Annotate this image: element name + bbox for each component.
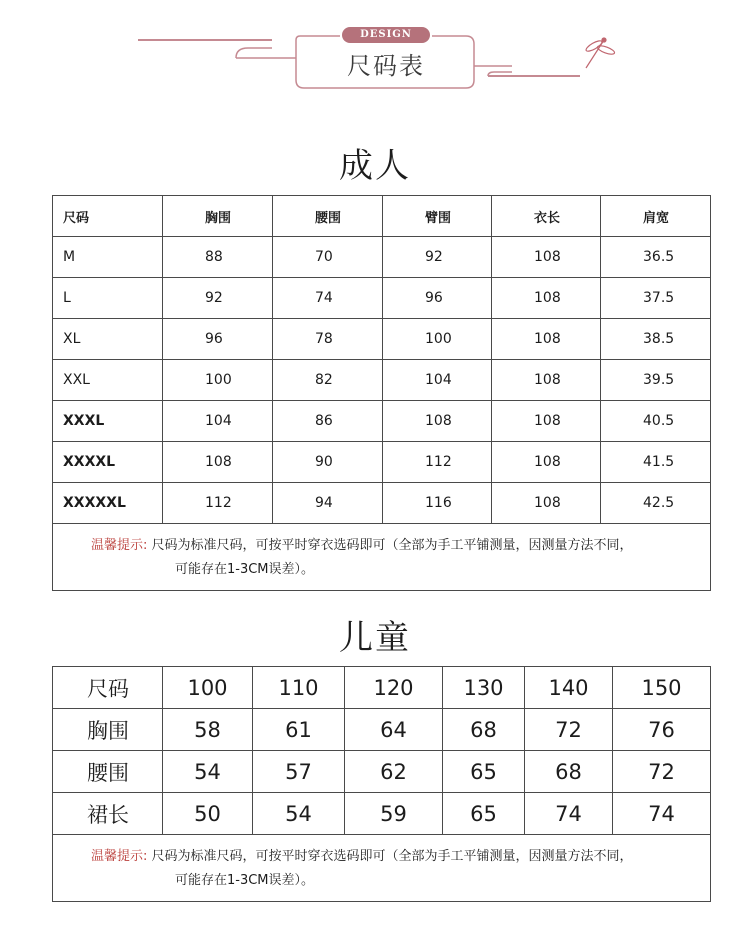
measurement-cell: 65 [443,751,525,793]
table-row [53,483,711,524]
row-label: 腰围 [53,751,163,793]
size-label: XXXL [53,401,163,442]
measurement-cell: 108 [492,237,601,278]
measurement-cell: 54 [253,793,345,835]
measurement-cell: 112 [383,442,492,483]
measurement-cell: 61 [253,709,345,751]
measurement-cell: 42.5 [601,483,711,524]
size-label: XXL [53,360,163,401]
note-text-continued: 可能存在1-3CM误差）。 [175,562,315,577]
note-label: 温馨提示: [91,849,148,864]
measurement-cell: 54 [163,751,253,793]
row-label: 裙长 [53,793,163,835]
column-header: 尺码 [53,196,163,237]
measurement-cell: 86 [273,401,383,442]
table-row [53,751,711,793]
measurement-cell: 94 [273,483,383,524]
size-tip-note [53,835,711,902]
measurement-cell: 108 [492,360,601,401]
measurement-cell: 74 [273,278,383,319]
measurement-cell: 39.5 [601,360,711,401]
measurement-cell: 65 [443,793,525,835]
column-header: 肩宽 [601,196,711,237]
measurement-cell: 68 [525,751,613,793]
note-row [53,835,711,902]
measurement-cell: 104 [163,401,273,442]
table-row [53,442,711,483]
measurement-cell: 62 [345,751,443,793]
measurement-cell: 37.5 [601,278,711,319]
measurement-cell: 116 [383,483,492,524]
measurement-cell: 70 [273,237,383,278]
column-header: 臂围 [383,196,492,237]
measurement-cell: 72 [613,751,711,793]
column-header: 胸围 [163,196,273,237]
column-header: 衣长 [492,196,601,237]
measurement-cell: 64 [345,709,443,751]
measurement-cell: 74 [525,793,613,835]
kids-section-title: 儿童 [339,618,411,658]
measurement-cell: 110 [253,667,345,709]
size-label: L [53,278,163,319]
table-row [53,401,711,442]
measurement-cell: 108 [492,278,601,319]
size-label: M [53,237,163,278]
row-label: 胸围 [53,709,163,751]
measurement-cell: 68 [443,709,525,751]
table-header-row [53,196,711,237]
table-row [53,793,711,835]
measurement-cell: 100 [163,360,273,401]
column-header: 腰围 [273,196,383,237]
measurement-cell: 108 [492,483,601,524]
measurement-cell: 92 [383,237,492,278]
row-label: 尺码 [53,667,163,709]
note-text: 尺码为标准尺码，可按平时穿衣选码即可（全部为手工平铺测量，因测量方法不同， [151,849,633,864]
measurement-cell: 78 [273,319,383,360]
measurement-cell: 150 [613,667,711,709]
size-label: XL [53,319,163,360]
size-label: XXXXXL [53,483,163,524]
measurement-cell: 38.5 [601,319,711,360]
measurement-cell: 90 [273,442,383,483]
measurement-cell: 100 [163,667,253,709]
measurement-cell: 108 [492,401,601,442]
measurement-cell: 50 [163,793,253,835]
note-text-continued: 可能存在1-3CM误差）。 [175,873,315,888]
header-banner [0,0,750,110]
measurement-cell: 104 [383,360,492,401]
note-text: 尺码为标准尺码，可按平时穿衣选码即可（全部为手工平铺测量，因测量方法不同， [151,538,633,553]
measurement-cell: 57 [253,751,345,793]
measurement-cell: 88 [163,237,273,278]
note-label: 温馨提示: [91,538,148,553]
measurement-cell: 120 [345,667,443,709]
measurement-cell: 76 [613,709,711,751]
measurement-cell: 96 [163,319,273,360]
measurement-cell: 130 [443,667,525,709]
table-row [53,709,711,751]
table-row [53,360,711,401]
measurement-cell: 108 [383,401,492,442]
measurement-cell: 92 [163,278,273,319]
adult-section-title: 成人 [339,146,411,186]
measurement-cell: 108 [492,442,601,483]
measurement-cell: 72 [525,709,613,751]
note-row [53,524,711,591]
measurement-cell: 74 [613,793,711,835]
measurement-cell: 82 [273,360,383,401]
measurement-cell: 58 [163,709,253,751]
kids-size-table [52,666,711,902]
table-header-row [53,667,711,709]
measurement-cell: 36.5 [601,237,711,278]
measurement-cell: 41.5 [601,442,711,483]
measurement-cell: 40.5 [601,401,711,442]
size-label: XXXXL [53,442,163,483]
measurement-cell: 108 [163,442,273,483]
measurement-cell: 100 [383,319,492,360]
measurement-cell: 140 [525,667,613,709]
measurement-cell: 112 [163,483,273,524]
measurement-cell: 108 [492,319,601,360]
measurement-cell: 59 [345,793,443,835]
table-row [53,319,711,360]
table-row [53,278,711,319]
size-tip-note [53,524,711,591]
adult-size-table [52,195,711,591]
dragonfly-icon [585,38,616,68]
design-badge: DESIGN [342,27,430,43]
page-title: 尺码表 [347,52,425,80]
table-row [53,237,711,278]
measurement-cell: 96 [383,278,492,319]
